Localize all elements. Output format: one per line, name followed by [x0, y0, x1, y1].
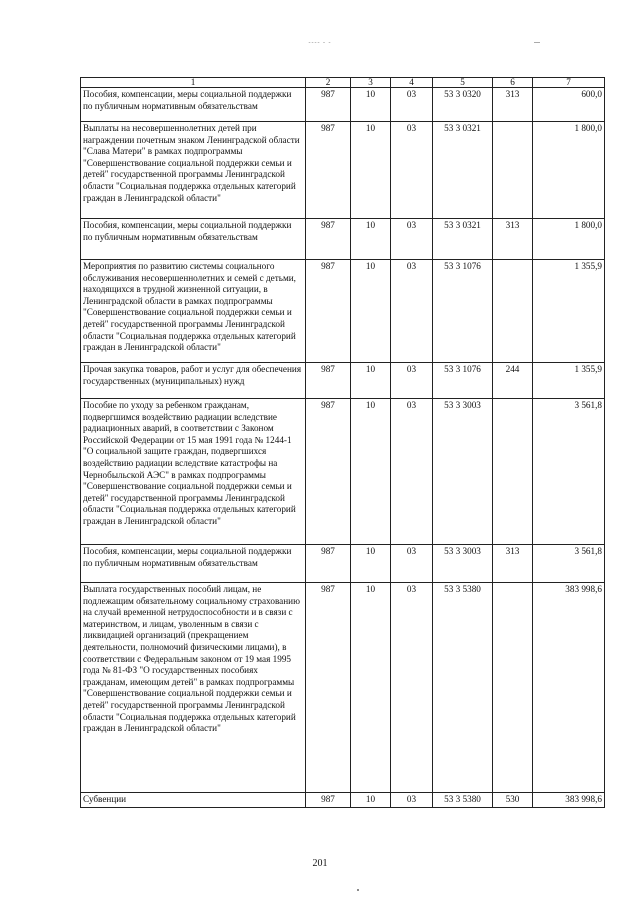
row-section: 10 — [351, 260, 391, 363]
row-name: Пособия, компенсации, меры социальной поддержки по публичным нормативным обязательствам — [81, 545, 306, 583]
row-ministry-code: 987 — [306, 793, 351, 808]
table-row — [81, 583, 605, 793]
row-name: Прочая закупка товаров, работ и услуг для обеспечения государственных (муниципальных) нужд — [81, 363, 306, 399]
col-num-3: 3 — [351, 78, 391, 88]
row-amount: 600,0 — [533, 88, 605, 122]
row-section: 10 — [351, 545, 391, 583]
row-expense-type: 244 — [493, 363, 533, 399]
table-row — [81, 219, 605, 260]
corner-mark — [534, 42, 540, 43]
row-subsection: 03 — [391, 88, 433, 122]
row-expense-type — [493, 122, 533, 219]
col-num-6: 6 — [493, 78, 533, 88]
row-name: Субвенции — [81, 793, 306, 808]
row-ministry-code: 987 — [306, 88, 351, 122]
row-target-article: 53 3 1076 — [433, 260, 493, 363]
row-subsection: 03 — [391, 545, 433, 583]
row-ministry-code: 987 — [306, 545, 351, 583]
column-number-row — [81, 78, 605, 88]
row-target-article: 53 3 1076 — [433, 363, 493, 399]
row-name: Мероприятия по развитию системы социального обслуживания несовершеннолетних и семей с детьми, находящихся в трудной жизненной ситуации, в Ленинградской области в рамках подпрограммы "Совершенствование социальной поддержки семьи и детей" государственной программы Ленинградской области "Социальная поддержка отдельных категорий граждан в Ленинградской области" — [81, 260, 306, 363]
row-section: 10 — [351, 122, 391, 219]
row-expense-type: 313 — [493, 545, 533, 583]
row-subsection: 03 — [391, 363, 433, 399]
row-name: Выплаты на несовершеннолетних детей при награждении почетным знаком Ленинградской области "Слава Матери" в рамках подпрограммы "Совершенствование социальной поддержки семьи и детей" государственной программы Ленинградской области "Социальная поддержка отдельных категорий граждан в Ленинградской области" — [81, 122, 306, 219]
col-num-4: 4 — [391, 78, 433, 88]
row-subsection: 03 — [391, 219, 433, 260]
row-expense-type — [493, 399, 533, 545]
col-num-7: 7 — [533, 78, 605, 88]
row-subsection: 03 — [391, 399, 433, 545]
table-row — [81, 122, 605, 219]
row-subsection: 03 — [391, 122, 433, 219]
row-subsection: 03 — [391, 260, 433, 363]
row-name: Выплата государственных пособий лицам, не подлежащим обязательному социальному страхованию на случай временной нетрудоспособности и в связи с материнством, и лицам, уволенным в связи с ликвидацией организаций (прекращением деятельности, полномочий физическими лицами), в соответствии с Федеральным законом от 19 мая 1995 года № 81-ФЗ "О государственных пособиях гражданам, имеющим детей" в рамках подпрограммы "Совершенствование социальной поддержки семьи и детей" государственной программы Ленинградской области "Социальная поддержка отдельных категорий граждан в Ленинградской области" — [81, 583, 306, 793]
col-num-5: 5 — [433, 78, 493, 88]
row-ministry-code: 987 — [306, 219, 351, 260]
row-amount: 3 561,8 — [533, 545, 605, 583]
row-section: 10 — [351, 399, 391, 545]
page-number: 201 — [312, 858, 328, 869]
table-row — [81, 793, 605, 808]
row-target-article: 53 3 0320 — [433, 88, 493, 122]
row-expense-type: 530 — [493, 793, 533, 808]
table-row — [81, 88, 605, 122]
row-expense-type — [493, 583, 533, 793]
row-name: Пособие по уходу за ребенком гражданам, подвергшимся воздействию радиации вследствие радиационных аварий, в соответствии с Законом Российской Федерации от 15 мая 1991 года № 1244-1 "О социальной защите граждан, подвергшихся воздействию радиации вследствие катастрофы на Чернобыльской АЭС" в рамках подпрограммы "Совершенствование социальной поддержки семьи и детей" государственной программы Ленинградской области "Социальная поддержка отдельных категорий граждан в Ленинградской области" — [81, 399, 306, 545]
row-amount: 1 355,9 — [533, 363, 605, 399]
scan-artifact-dot — [357, 889, 359, 891]
row-target-article: 53 3 0321 — [433, 122, 493, 219]
budget-table — [80, 77, 605, 808]
row-amount: 1 800,0 — [533, 219, 605, 260]
row-ministry-code: 987 — [306, 363, 351, 399]
header-mark: ---- - - — [308, 40, 332, 46]
row-ministry-code: 987 — [306, 583, 351, 793]
row-expense-type: 313 — [493, 219, 533, 260]
row-section: 10 — [351, 219, 391, 260]
row-target-article: 53 3 5380 — [433, 583, 493, 793]
row-ministry-code: 987 — [306, 122, 351, 219]
row-amount: 1 355,9 — [533, 260, 605, 363]
row-name: Пособия, компенсации, меры социальной поддержки по публичным нормативным обязательствам — [81, 88, 306, 122]
row-subsection: 03 — [391, 793, 433, 808]
table-row — [81, 363, 605, 399]
row-amount: 383 998,6 — [533, 793, 605, 808]
row-ministry-code: 987 — [306, 260, 351, 363]
row-target-article: 53 3 3003 — [433, 399, 493, 545]
row-section: 10 — [351, 363, 391, 399]
row-expense-type — [493, 260, 533, 363]
col-num-2: 2 — [306, 78, 351, 88]
col-num-1: 1 — [81, 78, 306, 88]
row-section: 10 — [351, 583, 391, 793]
row-amount: 1 800,0 — [533, 122, 605, 219]
table-row — [81, 545, 605, 583]
row-amount: 3 561,8 — [533, 399, 605, 545]
row-section: 10 — [351, 793, 391, 808]
table-row — [81, 260, 605, 363]
row-subsection: 03 — [391, 583, 433, 793]
row-target-article: 53 3 3003 — [433, 545, 493, 583]
row-ministry-code: 987 — [306, 399, 351, 545]
table-row — [81, 399, 605, 545]
row-target-article: 53 3 0321 — [433, 219, 493, 260]
row-target-article: 53 3 5380 — [433, 793, 493, 808]
row-section: 10 — [351, 88, 391, 122]
row-amount: 383 998,6 — [533, 583, 605, 793]
row-name: Пособия, компенсации, меры социальной поддержки по публичным нормативным обязательствам — [81, 219, 306, 260]
row-expense-type: 313 — [493, 88, 533, 122]
